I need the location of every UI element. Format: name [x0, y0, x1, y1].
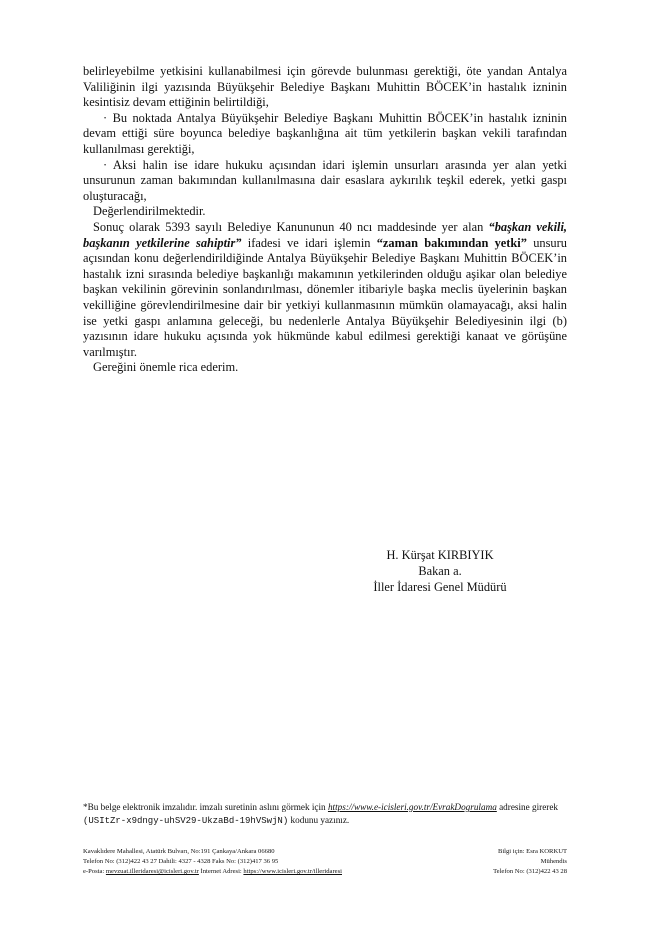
result-text-e: unsuru açısından konu değerlendirildiğinde Antalya Büyükşehir Belediye Başkanı Muhittin BÖCEK’in hastalık izni sırasında belediye başkanlığı makamının yetkilerinden olduğu aşikar olan belediye başkan vekilinin görevinin sonlandırılması, dönemler itibariyle başka meclis üyelerinin başkan vekilliğine görevlendirilmesine dair bir yetkiyi kullanmasının mümkün olamayacağı, aksi halin ise yetki gaspı anlamına geleceği, bu nedenlerle Antalya Büyükşehir Belediyesinin ilgi (b) yazısının idare hukuku açısında yok hükmünde kabul edilmesi gerektiği kanaat ve görüşüne varılmıştır. [83, 235, 567, 359]
footnote-text-b: adresine girerek [499, 802, 559, 812]
footer-email-web [83, 867, 443, 877]
signature-block [365, 547, 515, 595]
web-link[interactable]: https://www.icisleri.gov.tr/illeridaresi [243, 868, 342, 875]
email-label: e-Posta: [83, 868, 105, 875]
result-quote-time-authority: “zaman bakımından yetki” [376, 235, 527, 250]
paragraph-bullet-1: · Bu noktada Antalya Büyükşehir Belediye Başkanı Muhittin BÖCEK’in hastalık izninin devam ettiği süre boyunca belediye başkanlığına ait tüm yetkilerin başkan vekili tarafından kullanılması gerektiği, [83, 110, 567, 156]
footer-info [437, 847, 567, 877]
letter-body [83, 64, 567, 376]
email-link[interactable]: mevzuat.illeridaresi@icisleri.gov.tr [105, 868, 199, 875]
e-signature-note [83, 801, 567, 828]
paragraph-result [83, 220, 567, 360]
result-quote-deputy: “başkan vekili, başkanın yetkilerine sahiptir” [83, 219, 567, 250]
signatory-office: İller İdaresi Genel Müdürü [373, 580, 507, 594]
paragraph-continuation: belirleyebilme yetkisini kullanabilmesi için görevde bulunması gerektiği, öte yandan Antalya Valiliğinin ilgi yazısında Büyükşehir Belediye Başkanı Muhittin BÖCEK’in hastalık izninin kesintisiz devam ettiğinin belirtildiği, [83, 64, 567, 110]
signatory-name: H. Kürşat KIRBIYIK [386, 548, 494, 562]
info-role: Mühendis [540, 858, 567, 865]
paragraph-conclusion-word: Değerlendirilmektedir. [93, 204, 206, 219]
verification-code: (USItZr-x9dngy-uhSV29-UkzaBd-19hVSwjN) [83, 816, 289, 826]
footer-contact [83, 847, 443, 877]
footnote-text-a: *Bu belge elektronik imzalıdır. imzalı suretinin aslını görmek için [83, 802, 326, 812]
web-label: İnternet Adresi: [200, 868, 242, 875]
result-text-a: Sonuç olarak 5393 sayılı Belediye Kanununun 40 ncı maddesinde yer alan [93, 219, 484, 234]
info-phone: Telefon No: (312)422 43 28 [493, 868, 567, 875]
result-text-c: ifadesi ve idari işlemin [247, 235, 371, 250]
footnote-text-c: kodunu yazınız. [290, 815, 350, 825]
footer-phone: Telefon No: (312)422 43 27 Dahili: 4327 - 4328 Faks No: (312)417 36 95 [83, 858, 279, 865]
signatory-on-behalf: Bakan a. [418, 564, 462, 578]
paragraph-bullet-2: · Aksi halin ise idare hukuku açısından idari işlemin unsurları arasında yer alan yetki unsurunun zaman bakımından kullanılmasına dair esaslara aykırılık teşkil ederek, yetki gaspı oluşturacağı, [83, 157, 567, 203]
paragraph-request: Gereğini önemle rica ederim. [93, 360, 239, 375]
footer-address: Kavaklıdere Mahallesi, Atatürk Bulvarı, No:191 Çankaya/Ankara 06680 [83, 848, 275, 855]
info-contact-person: Bilgi için: Esra KORKUT [497, 848, 567, 855]
verification-link[interactable]: https://www.e-icisleri.gov.tr/EvrakDogrulama [327, 802, 497, 812]
